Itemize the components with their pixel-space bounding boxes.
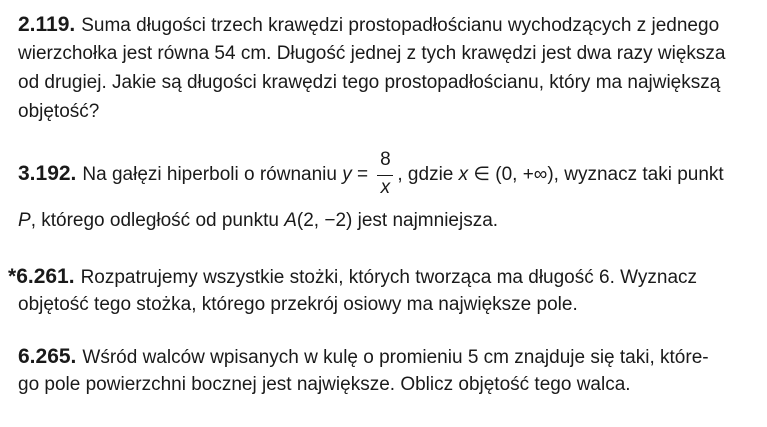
- problem-line: [18, 148, 724, 200]
- problem-text: , gdzie: [397, 164, 459, 185]
- math-operator: =: [351, 164, 374, 185]
- problem-line: wierzchołka jest równa 54 cm. Długość jednej z tych krawędzi jest dwa razy większa: [18, 43, 726, 64]
- problem-line: go pole powierzchni bocznej jest największe. Oblicz objętość tego walca.: [18, 374, 631, 395]
- problem-line: objętość tego stożka, którego przekrój osiowy ma największe pole.: [18, 294, 578, 315]
- math-variable: y: [342, 164, 352, 185]
- fraction-numerator: 8: [380, 148, 391, 170]
- problem-text: Rozpatrujemy wszystkie stożki, których tworząca ma długość 6. Wyznacz: [80, 267, 698, 288]
- problem-text: Na gałęzi hiperboli o równaniu: [82, 164, 343, 185]
- problem-line: [18, 208, 498, 234]
- problem-text: ∈ (0, +∞), wyznacz taki punkt: [468, 164, 724, 185]
- problem-number: 6.265.: [18, 345, 77, 368]
- problem-line: [18, 344, 709, 371]
- problem-number: 2.119.: [18, 13, 76, 36]
- math-variable: x: [458, 164, 469, 185]
- problem-text: Suma długości trzech krawędzi prostopadłościanu wychodzących z jednego: [81, 15, 720, 36]
- math-variable: P: [18, 210, 31, 231]
- problem-line: od drugiej. Jakie są długości krawędzi tego prostopadłościanu, który ma największą: [18, 72, 721, 93]
- problem-line: [18, 12, 719, 39]
- problem-text: Wśród walców wpisanych w kulę o promieniu 5 cm znajduje się taki, które-: [82, 347, 709, 368]
- fraction-denominator: x: [380, 176, 391, 198]
- problem-text: , którego odległość od punktu: [30, 210, 285, 231]
- fraction-bar: [377, 175, 393, 176]
- problem-number: 3.192.: [18, 162, 77, 185]
- problem-text: (2, −2) jest najmniejsza.: [296, 210, 499, 231]
- fraction: [376, 149, 394, 201]
- difficulty-star: *: [8, 265, 17, 288]
- math-variable: A: [284, 210, 297, 231]
- problem-line: objętość?: [18, 101, 100, 122]
- problem-number: 6.261.: [16, 265, 75, 288]
- problem-line: [8, 264, 697, 291]
